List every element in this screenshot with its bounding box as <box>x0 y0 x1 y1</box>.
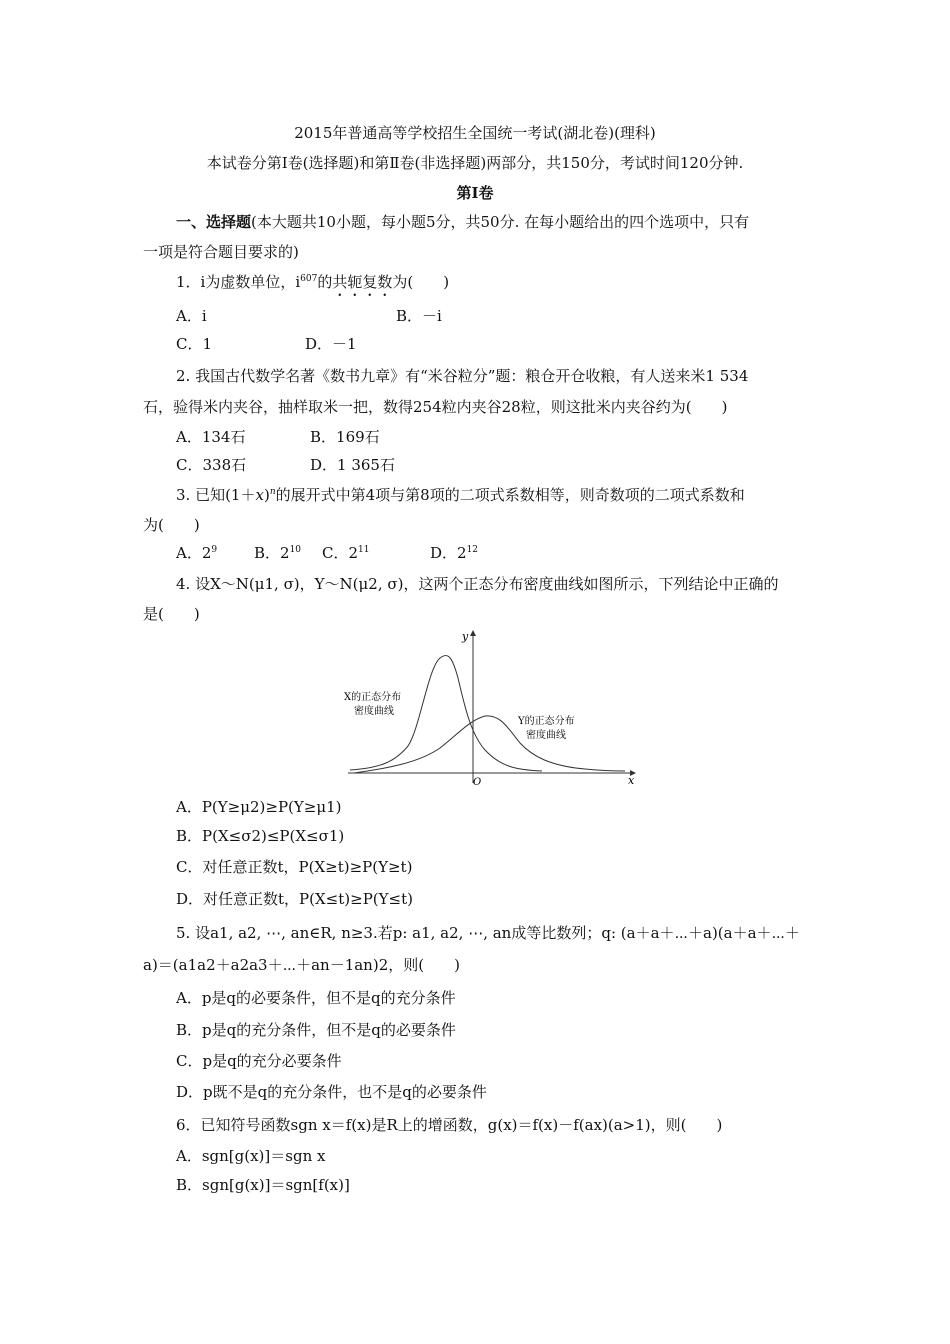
q3-exp-n: n <box>269 487 276 497</box>
q3-line-1 <box>176 485 745 505</box>
q5-option-b: B．p是q的充分条件，但不是q的必要条件 <box>176 1021 456 1039</box>
question-1-stem <box>176 272 449 300</box>
q3-option-a <box>176 543 217 563</box>
q3-b-exp: 10 <box>289 545 302 555</box>
q2-line-1: 2. 我国古代数学名著《数书九章》有“米谷粒分”题：粮仓开仓收粮，有人送来米1 534 <box>176 367 749 385</box>
y-curve-label-1: Y的正态分布 <box>518 716 575 727</box>
q4-option-a: A．P(Y≥μ2)≥P(Y≥μ1) <box>176 798 342 816</box>
q1-text-a: i为虚数单位，i <box>200 273 301 291</box>
q1-option-b: B．－i <box>396 307 442 325</box>
instructions-line-1: (本大题共10小题，每小题5分，共50分. 在每小题给出的四个选项中，只有 <box>251 213 750 231</box>
q2-option-a: A．134石 <box>176 428 246 446</box>
q3-option-d <box>430 543 478 563</box>
q5-line-1: 5. 设a1, a2, ⋯, an∈R, n≥3.若p: a1, a2, ⋯, an成等比数列；q: (a＋a＋⋯＋a)(a＋a＋⋯＋ <box>176 924 801 942</box>
q2-option-b: B．169石 <box>310 428 380 446</box>
q2-option-c: C．338石 <box>176 456 247 474</box>
q5-option-d: D．p既不是q的充分条件，也不是q的必要条件 <box>176 1083 487 1101</box>
q3-c-label: C．2 <box>322 544 359 562</box>
q1-exponent: 607 <box>300 274 318 284</box>
q6-option-a: A．sgn[g(x)]＝sgn x <box>176 1147 326 1165</box>
q3-option-c <box>322 543 369 563</box>
exam-title: 2015年普通高等学校招生全国统一考试(湖北卷)(理科) <box>294 124 656 142</box>
q3-pre: 3. 已知(1＋ <box>176 486 256 504</box>
section-heading: 一、选择题 <box>176 213 252 231</box>
q3-post: 的展开式中第4项与第8项的二项式系数相等，则奇数项的二项式系数和 <box>275 486 745 504</box>
q1-number: 1． <box>176 273 201 291</box>
x-curve-label-1: X的正态分布 <box>344 692 402 703</box>
q1-text-b: 的 <box>317 273 333 291</box>
q1-option-c: C．1 <box>176 335 213 353</box>
normal-distribution-figure <box>340 628 640 788</box>
y-curve-label-2: 密度曲线 <box>526 730 566 741</box>
q4-line-2: 是( ) <box>143 605 200 623</box>
q3-paren: ) <box>263 486 270 504</box>
exam-intro: 本试卷分第Ⅰ卷(选择题)和第Ⅱ卷(非选择题)两部分，共150分，考试时间120分钟. <box>206 154 744 172</box>
q3-d-exp: 12 <box>466 545 479 555</box>
y-axis-label: y <box>462 630 469 643</box>
instructions-line-2: 一项是符合题目要求的) <box>143 243 299 261</box>
q5-option-a: A．p是q的必要条件，但不是q的充分条件 <box>176 989 456 1007</box>
y-axis-arrow <box>470 630 476 636</box>
q5-line-2: a)＝(a1a2＋a2a3＋⋯＋an－1an)2，则( ) <box>143 956 460 974</box>
q3-a-label: A．2 <box>176 544 212 562</box>
q6-line-1: 6．已知符号函数sgn x＝f(x)是R上的增函数，g(x)＝f(x)－f(ax)(a>1)，则( ) <box>176 1116 723 1134</box>
q2-line-2: 石，验得米内夹谷，抽样取米一把，数得254粒内夹谷28粒，则这批米内夹谷约为( ) <box>143 398 728 416</box>
q4-option-b: B．P(X≤σ2)≤P(X≤σ1) <box>176 827 345 845</box>
q5-option-c: C．p是q的充分必要条件 <box>176 1052 342 1070</box>
q1-text-c: 为( ) <box>392 273 450 291</box>
x-curve-label-2: 密度曲线 <box>354 706 394 717</box>
q4-option-c: C．对任意正数t，P(X≥t)≥P(Y≥t) <box>176 858 413 876</box>
q3-d-label: D．2 <box>430 544 467 562</box>
q1-option-d: D．－1 <box>305 335 357 353</box>
q3-a-exp: 9 <box>211 545 218 555</box>
q1-option-a: A．i <box>176 307 207 325</box>
q4-line-1: 4. 设X～N(μ1, σ)，Y～N(μ2, σ)，这两个正态分布密度曲线如图所示，下列结论中正确的 <box>176 575 779 593</box>
section-label: 第Ⅰ卷 <box>456 184 494 202</box>
q3-option-b <box>254 543 301 563</box>
q2-option-d: D．1 365石 <box>310 456 395 474</box>
q3-line-2: 为( ) <box>143 516 200 534</box>
q3-c-exp: 11 <box>358 545 370 555</box>
q3-b-label: B．2 <box>254 544 290 562</box>
q6-option-b: B．sgn[g(x)]＝sgn[f(x)] <box>176 1176 350 1194</box>
q4-option-d: D．对任意正数t，P(X≤t)≥P(Y≤t) <box>176 890 413 908</box>
q1-emphasis: 共轭复数 <box>332 273 393 291</box>
section-instructions <box>176 212 749 232</box>
q3-var: x <box>255 486 264 504</box>
y-density-curve <box>354 716 625 773</box>
origin-label: O <box>473 777 482 788</box>
x-axis-label: x <box>628 774 635 787</box>
